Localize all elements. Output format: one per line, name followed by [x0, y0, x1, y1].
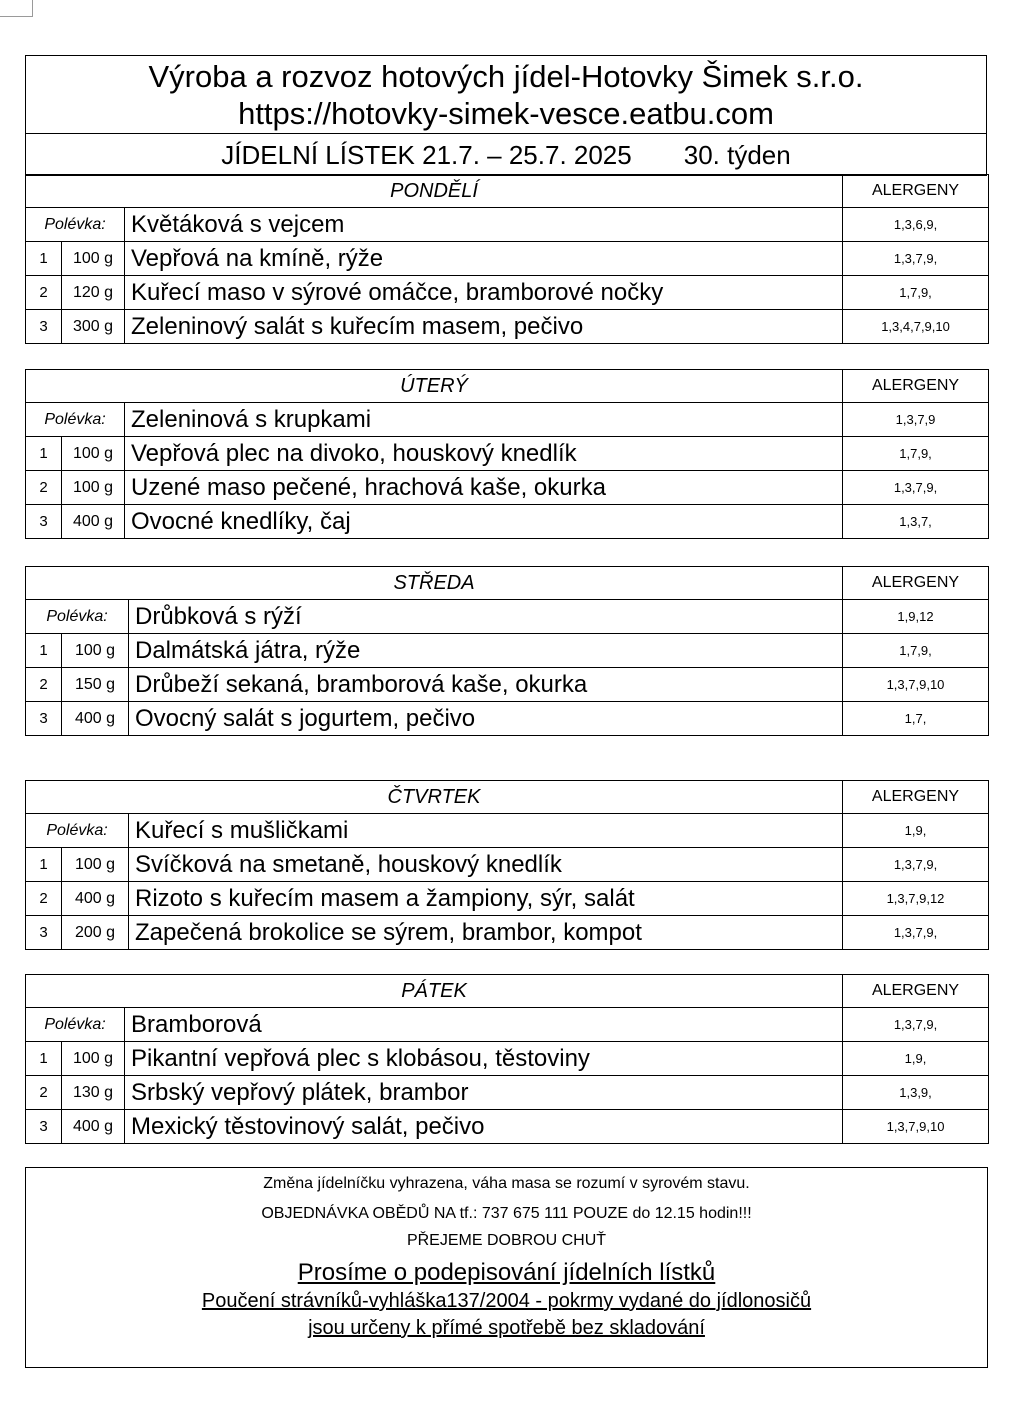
footer-sign-request: Prosíme o podepisování jídelních lístků [297, 1259, 716, 1286]
soup-row [26, 814, 989, 848]
allergen-codes: 1,3,7,9, [843, 848, 989, 882]
menu-footer [25, 1167, 988, 1368]
menu-period [26, 133, 986, 177]
dish-name: Květáková s vejcem [125, 208, 843, 242]
allergen-codes: 1,3,7,9,10 [843, 1110, 989, 1144]
dish-name: Ovocný salát s jogurtem, pečivo [129, 702, 843, 736]
meal-weight: 100 g [62, 471, 125, 505]
menu-title: JÍDELNÍ LÍSTEK 21.7. – 25.7. 2025 [221, 140, 632, 170]
page-corner-mark [0, 0, 33, 17]
allergen-codes: 1,3,7,9,12 [843, 882, 989, 916]
meal-row [26, 916, 989, 950]
footer-wish: PŘEJEME DOBROU CHUŤ [406, 1232, 607, 1249]
allergen-codes: 1,3,9, [843, 1076, 989, 1110]
meal-row [26, 310, 989, 344]
allergen-codes: 1,7,9, [843, 437, 989, 471]
allergens-header: ALERGENY [843, 175, 989, 208]
dish-name: Mexický těstovinový salát, pečivo [125, 1110, 843, 1144]
dish-name: Srbský vepřový plátek, brambor [125, 1076, 843, 1110]
week-number: 30. týden [683, 140, 791, 170]
meal-number: 3 [26, 1110, 62, 1144]
meal-weight: 200 g [62, 916, 129, 950]
meal-number: 1 [26, 1042, 62, 1076]
meal-row [26, 471, 989, 505]
soup-label: Polévka: [26, 403, 125, 437]
allergen-codes: 1,7,9, [843, 634, 989, 668]
meal-row [26, 668, 989, 702]
menu-header [25, 55, 987, 176]
allergen-codes: 1,3,7, [843, 505, 989, 539]
meal-row [26, 437, 989, 471]
meal-row [26, 276, 989, 310]
allergen-codes: 1,3,7,9, [843, 471, 989, 505]
meal-weight: 100 g [62, 242, 125, 276]
dish-name: Drůbková s rýží [129, 600, 843, 634]
day-name: PÁTEK [26, 975, 843, 1008]
dish-name: Bramborová [125, 1008, 843, 1042]
meal-number: 1 [26, 437, 62, 471]
meal-number: 3 [26, 310, 62, 344]
soup-row [26, 403, 989, 437]
dish-name: Ovocné knedlíky, čaj [125, 505, 843, 539]
meal-row [26, 634, 989, 668]
dish-name: Uzené maso pečené, hrachová kaše, okurka [125, 471, 843, 505]
dish-name: Zeleninový salát s kuřecím masem, pečivo [125, 310, 843, 344]
meal-weight: 400 g [62, 702, 129, 736]
dish-name: Zapečená brokolice se sýrem, brambor, kompot [129, 916, 843, 950]
meal-weight: 400 g [62, 505, 125, 539]
allergen-codes: 1,3,7,9, [843, 916, 989, 950]
meal-row [26, 242, 989, 276]
soup-label: Polévka: [26, 600, 129, 634]
day-name: ÚTERÝ [26, 370, 843, 403]
company-website: https://hotovky-simek-vesce.eatbu.com [238, 96, 774, 131]
day-menu [25, 369, 989, 539]
meal-weight: 400 g [62, 882, 129, 916]
footer-notice-line1: Poučení strávníků-vyhláška137/2004 - pokrmy vydané do jídlonosičů [201, 1290, 812, 1312]
meal-number: 1 [26, 242, 62, 276]
meal-weight: 120 g [62, 276, 125, 310]
dish-name: Vepřová plec na divoko, houskový knedlík [125, 437, 843, 471]
footer-order-info: OBJEDNÁVKA OBĚDŮ NA tf.: 737 675 111 POUZE do 12.15 hodin!!! [261, 1205, 752, 1222]
day-name: ČTVRTEK [26, 781, 843, 814]
footer-note: Změna jídelníčku vyhrazena, váha masa se rozumí v syrovém stavu. [263, 1175, 750, 1192]
meal-number: 2 [26, 1076, 62, 1110]
dish-name: Svíčková na smetaně, houskový knedlík [129, 848, 843, 882]
allergens-header: ALERGENY [843, 781, 989, 814]
meal-weight: 100 g [62, 1042, 125, 1076]
allergen-codes: 1,3,7,9 [843, 403, 989, 437]
day-name: PONDĚLÍ [26, 175, 843, 208]
allergen-codes: 1,9, [843, 1042, 989, 1076]
meal-weight: 100 g [62, 848, 129, 882]
meal-number: 2 [26, 668, 62, 702]
meal-row [26, 505, 989, 539]
dish-name: Dalmátská játra, rýže [129, 634, 843, 668]
meal-weight: 150 g [62, 668, 129, 702]
dish-name: Kuřecí maso v sýrové omáčce, bramborové nočky [125, 276, 843, 310]
soup-label: Polévka: [26, 1008, 125, 1042]
allergen-codes: 1,3,7,9, [843, 242, 989, 276]
soup-label: Polévka: [26, 814, 129, 848]
allergen-codes: 1,7,9, [843, 276, 989, 310]
meal-row [26, 848, 989, 882]
meal-weight: 300 g [62, 310, 125, 344]
meal-row [26, 1110, 989, 1144]
meal-weight: 100 g [62, 437, 125, 471]
meal-row [26, 702, 989, 736]
day-name: STŘEDA [26, 567, 843, 600]
allergen-codes: 1,3,6,9, [843, 208, 989, 242]
meal-number: 2 [26, 882, 62, 916]
meal-weight: 400 g [62, 1110, 125, 1144]
day-menu [25, 174, 989, 344]
meal-row [26, 882, 989, 916]
dish-name: Pikantní vepřová plec s klobásou, těstoviny [125, 1042, 843, 1076]
meal-row [26, 1042, 989, 1076]
day-menu [25, 780, 989, 950]
meal-number: 2 [26, 276, 62, 310]
allergen-codes: 1,3,7,9, [843, 1008, 989, 1042]
meal-row [26, 1076, 989, 1110]
meal-weight: 130 g [62, 1076, 125, 1110]
meal-weight: 100 g [62, 634, 129, 668]
soup-label: Polévka: [26, 208, 125, 242]
footer-notice-line2: jsou určeny k přímé spotřebě bez skladování [308, 1317, 705, 1339]
meal-number: 3 [26, 916, 62, 950]
allergens-header: ALERGENY [843, 370, 989, 403]
allergen-codes: 1,3,4,7,9,10 [843, 310, 989, 344]
dish-name: Rizoto s kuřecím masem a žampiony, sýr, salát [129, 882, 843, 916]
allergens-header: ALERGENY [843, 975, 989, 1008]
allergen-codes: 1,9,12 [843, 600, 989, 634]
soup-row [26, 600, 989, 634]
dish-name: Vepřová na kmíně, rýže [125, 242, 843, 276]
soup-row [26, 208, 989, 242]
allergens-header: ALERGENY [843, 567, 989, 600]
allergen-codes: 1,9, [843, 814, 989, 848]
meal-number: 1 [26, 634, 62, 668]
meal-number: 1 [26, 848, 62, 882]
meal-number: 3 [26, 702, 62, 736]
day-menu [25, 566, 989, 736]
meal-number: 2 [26, 471, 62, 505]
dish-name: Zeleninová s krupkami [125, 403, 843, 437]
day-menu [25, 974, 989, 1144]
soup-row [26, 1008, 989, 1042]
company-title: Výroba a rozvoz hotových jídel-Hotovky Šimek s.r.o. [148, 59, 864, 94]
dish-name: Kuřecí s mušličkami [129, 814, 843, 848]
meal-number: 3 [26, 505, 62, 539]
allergen-codes: 1,7, [843, 702, 989, 736]
allergen-codes: 1,3,7,9,10 [843, 668, 989, 702]
dish-name: Drůbeží sekaná, bramborová kaše, okurka [129, 668, 843, 702]
